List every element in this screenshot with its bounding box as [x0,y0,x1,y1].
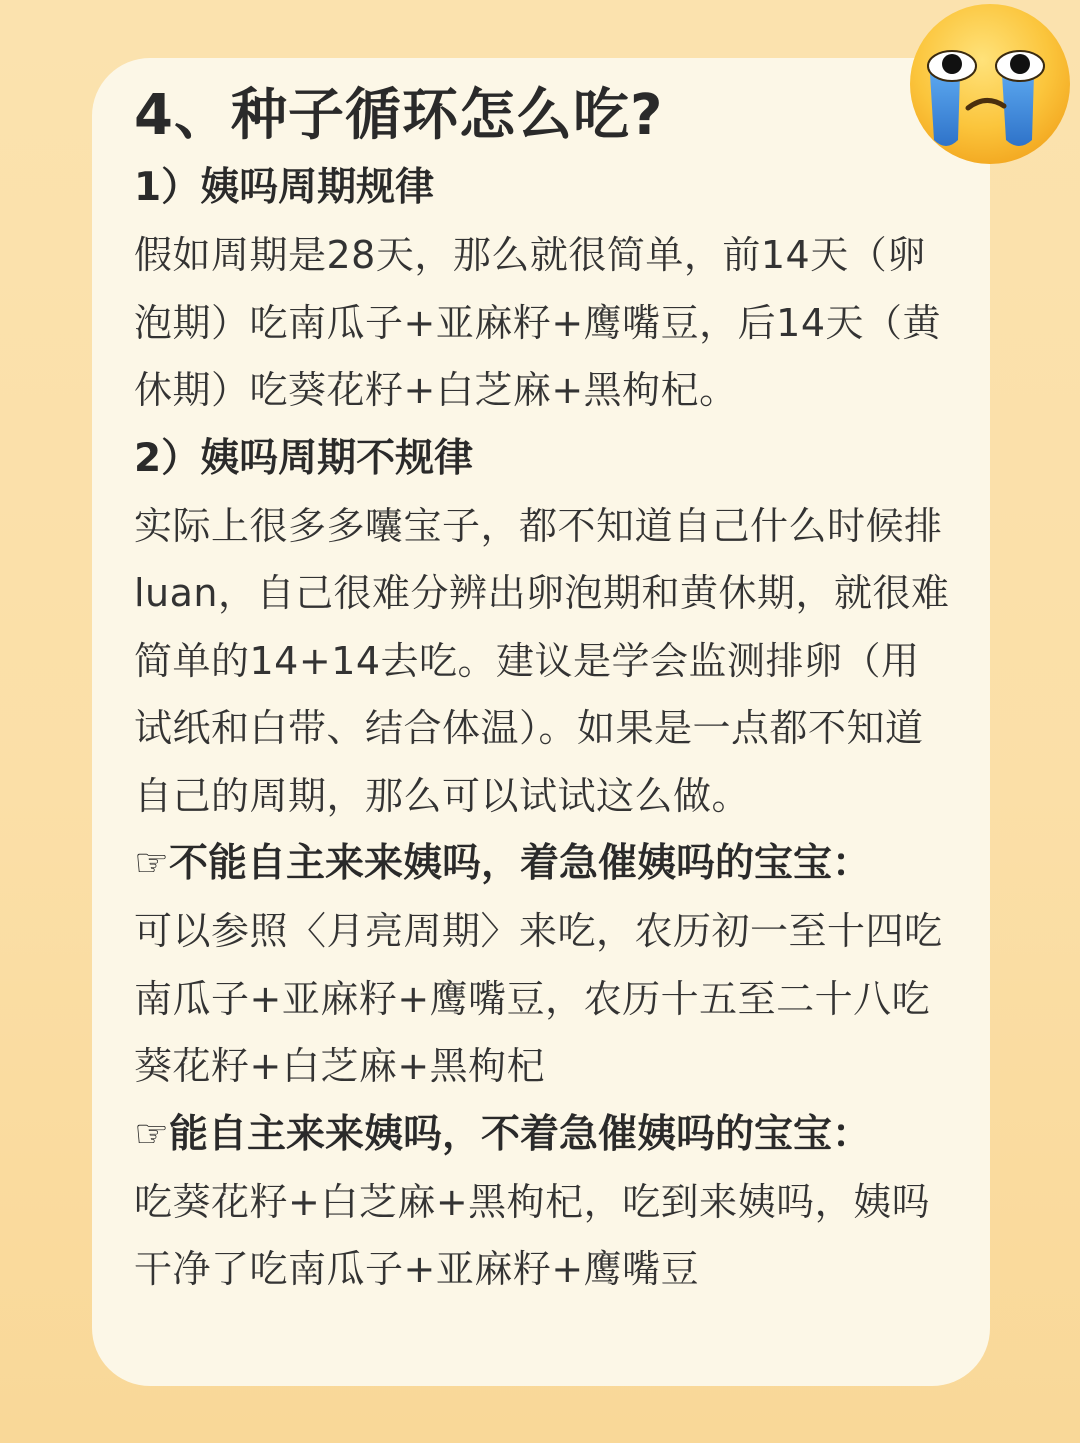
section-1-heading: 1）姨吗周期规律 [134,165,435,210]
content-card [92,58,990,1386]
pointing-hand-icon: ☞ [134,1111,169,1157]
page-title: 4、种子循环怎么吃? [134,83,664,148]
crying-face-icon [908,2,1072,166]
section-2-body: 实际上很多多囔宝子，都不知道自己什么时候排luan，自己很难分辨出卵泡期和黄休期，就很难简单的14+14去吃。建议是学会监测排卵（用试纸和白带、结合体温）。如果是一点都不知道自己的周期，那么可以试试这么做。 [134,503,950,818]
tip-1-heading [134,830,950,898]
tip-1-heading-text: 不能自主来来姨吗，着急催姨吗的宝宝： [168,841,871,886]
tip-2-body: 吃葵花籽+白芝麻+黑枸杞，吃到来姨吗，姨吗干净了吃南瓜子+亚麻籽+鹰嘴豆 [134,1179,931,1291]
tip-2-heading [134,1101,950,1169]
tip-2-heading-text: 能自主来来姨吗，不着急催姨吗的宝宝： [168,1111,871,1157]
section-2-heading: 2）姨吗周期不规律 [134,435,474,481]
tip-1-body: 可以参照〈月亮周期〉来吃，农历初一至十四吃南瓜子+亚麻籽+鹰嘴豆，农历十五至二十八吃葵花籽+白芝麻+黑枸杞 [134,909,943,1088]
section-1-body: 假如周期是28天，那么就很简单，前14天（卵泡期）吃南瓜子+亚麻籽+鹰嘴豆，后14天（黄休期）吃葵花籽+白芝麻+黑枸杞。 [134,233,942,412]
pointing-hand-icon: ☞ [134,841,169,886]
